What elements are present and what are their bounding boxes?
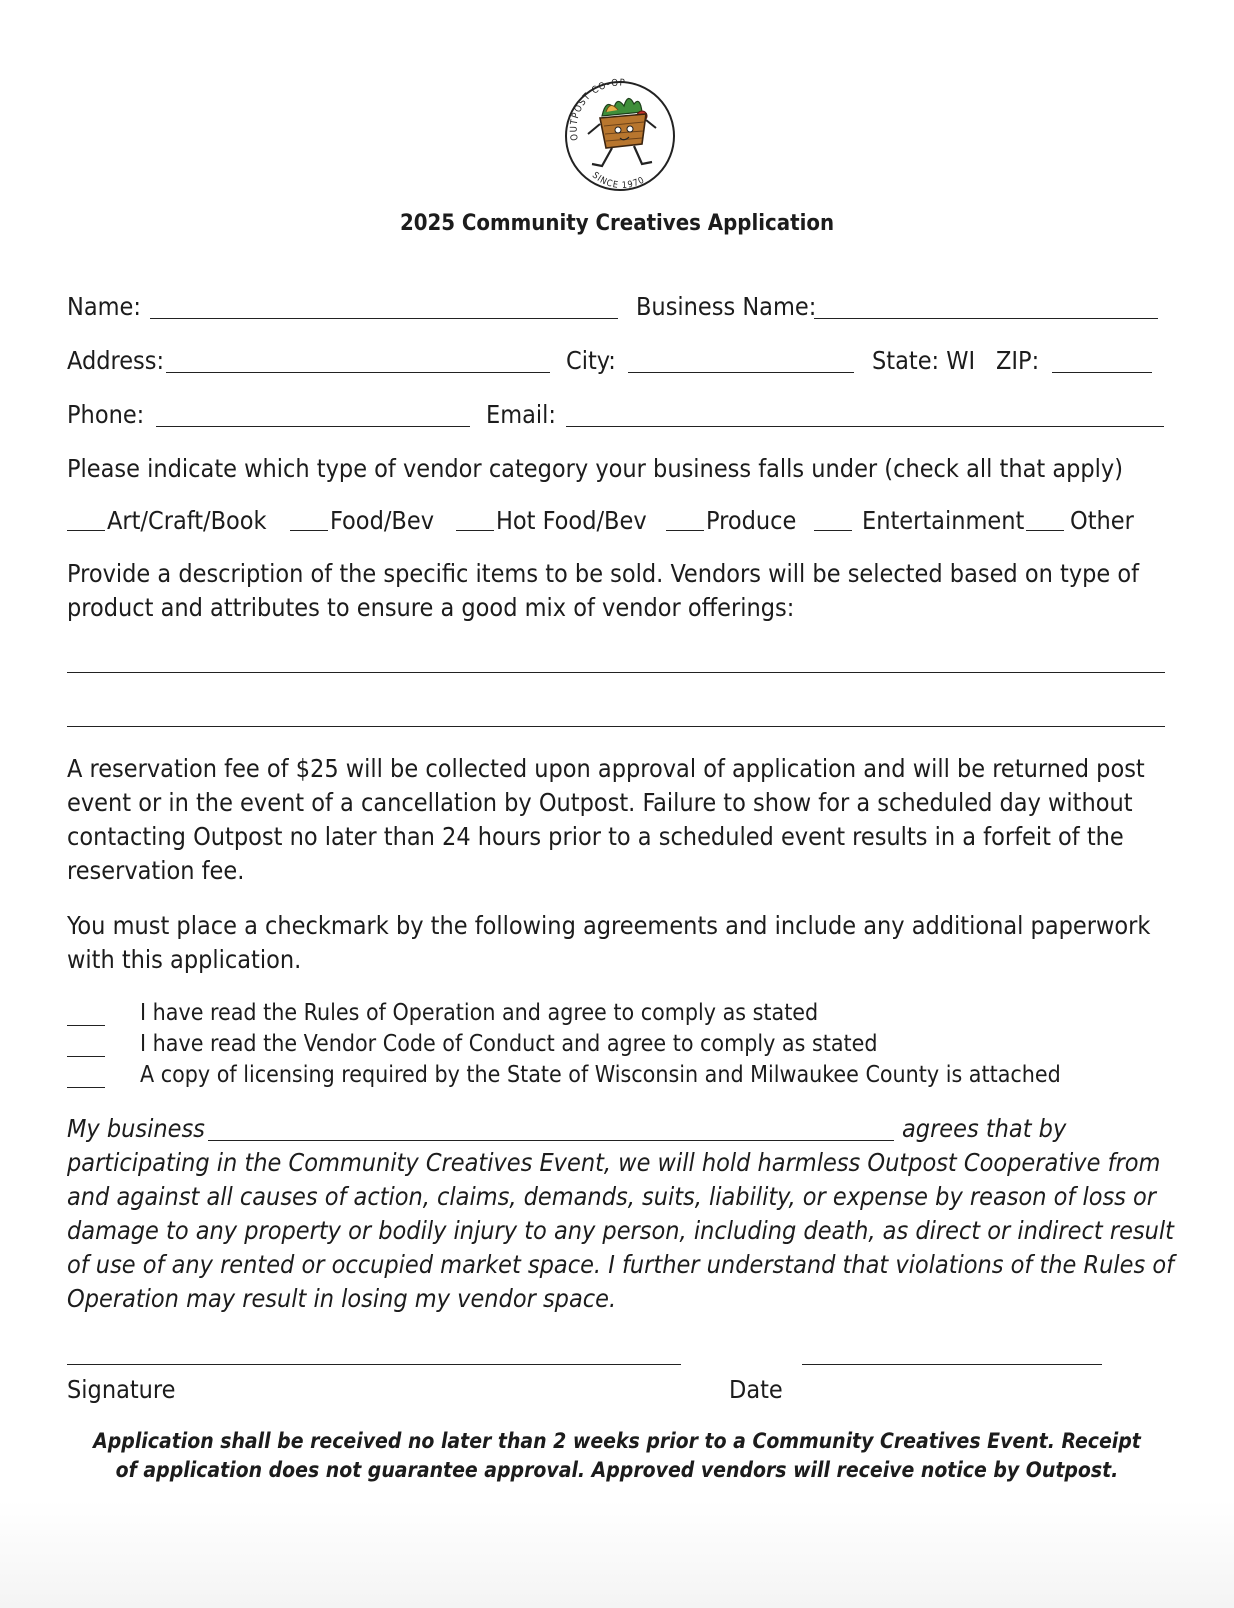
agreement-check-code[interactable] xyxy=(67,1056,105,1057)
city-field[interactable] xyxy=(628,372,854,373)
footer-note: Application shall be received no later than 2 weeks prior to a Community Creatives Event. Receipt of application does not guarantee approval. Approved vendors will receive notice by Outpost. xyxy=(93,1429,1141,1482)
category-entertainment-label: Entertainment xyxy=(862,506,1025,535)
category-other-label: Other xyxy=(1070,506,1134,535)
category-check-hot-food[interactable] xyxy=(456,530,494,531)
category-food-label: Food/Bev xyxy=(330,506,435,535)
agreement-code-label: I have read the Vendor Code of Conduct and agree to comply as stated xyxy=(140,1031,878,1057)
liability-after-blank: agrees that by xyxy=(902,1114,1067,1143)
page-bottom-shadow xyxy=(0,1500,1234,1608)
name-field[interactable] xyxy=(150,318,618,319)
description-field-line-1[interactable] xyxy=(67,672,1165,673)
category-prompt: Please indicate which type of vendor category your business falls under (check all that apply) xyxy=(67,454,1123,483)
liability-business-field[interactable] xyxy=(208,1140,894,1141)
zip-field[interactable] xyxy=(1052,372,1152,373)
agreement-licensing-label: A copy of licensing required by the State of Wisconsin and Milwaukee County is attached xyxy=(140,1062,1061,1088)
date-label: Date xyxy=(729,1375,783,1404)
agreement-rules-label: I have read the Rules of Operation and agree to comply as stated xyxy=(140,1000,819,1026)
description-prompt: Provide a description of the specific items to be sold. Vendors will be selected based on type of product and attributes to ensure a good mix of vendor offerings: xyxy=(67,559,1140,622)
description-field-line-2[interactable] xyxy=(67,726,1165,727)
state-label: State: WI xyxy=(872,346,976,375)
category-produce-label: Produce xyxy=(706,506,797,535)
agreement-check-rules[interactable] xyxy=(67,1025,105,1026)
zip-label: ZIP: xyxy=(996,346,1040,375)
signature-label: Signature xyxy=(67,1375,176,1404)
category-check-other[interactable] xyxy=(1026,530,1064,531)
liability-body: participating in the Community Creatives Event, we will hold harmless Outpost Cooperative from and against all causes of action, claims, demands, suits, liability, or expense by reason of loss or damage to any property or bodily injury to any person, including death, as direct or indirect result of use of any rented or occupied market space. I further understand that violations of the Rules of Operation may result in losing my vendor space. xyxy=(67,1148,1175,1313)
category-art-label: Art/Craft/Book xyxy=(107,506,267,535)
phone-label: Phone: xyxy=(67,400,145,429)
category-hot-food-label: Hot Food/Bev xyxy=(496,506,647,535)
category-check-food[interactable] xyxy=(290,530,328,531)
category-check-entertainment[interactable] xyxy=(814,530,852,531)
agreement-check-licensing[interactable] xyxy=(67,1087,105,1088)
category-check-produce[interactable] xyxy=(666,530,704,531)
reservation-fee-paragraph: A reservation fee of $25 will be collected upon approval of application and will be returned post event or in the event of a cancellation by Outpost. Failure to show for a scheduled day without contacting Outpost no later than 24 hours prior to a scheduled event results in a forfeit of the reservation fee. xyxy=(67,754,1145,885)
logo-ring-top: OUTPOST CO-OP xyxy=(568,78,626,142)
date-field[interactable] xyxy=(802,1364,1102,1365)
city-label: City: xyxy=(566,346,616,375)
logo-ring-bottom: SINCE 1970 xyxy=(589,170,647,192)
email-field[interactable] xyxy=(566,426,1164,427)
address-label: Address: xyxy=(67,346,165,375)
signature-field[interactable] xyxy=(67,1364,681,1365)
email-label: Email: xyxy=(486,400,556,429)
business-name-label: Business Name: xyxy=(636,292,817,321)
agreements-intro: You must place a checkmark by the following agreements and include any additional paperwork with this application. xyxy=(67,911,1151,974)
business-name-field[interactable] xyxy=(814,318,1158,319)
address-field[interactable] xyxy=(166,372,550,373)
outpost-coop-logo xyxy=(562,78,678,194)
liability-lead: My business xyxy=(67,1114,205,1143)
phone-field[interactable] xyxy=(156,426,470,427)
name-label: Name: xyxy=(67,292,141,321)
form-title: 2025 Community Creatives Application xyxy=(399,211,835,236)
category-check-art[interactable] xyxy=(67,530,105,531)
